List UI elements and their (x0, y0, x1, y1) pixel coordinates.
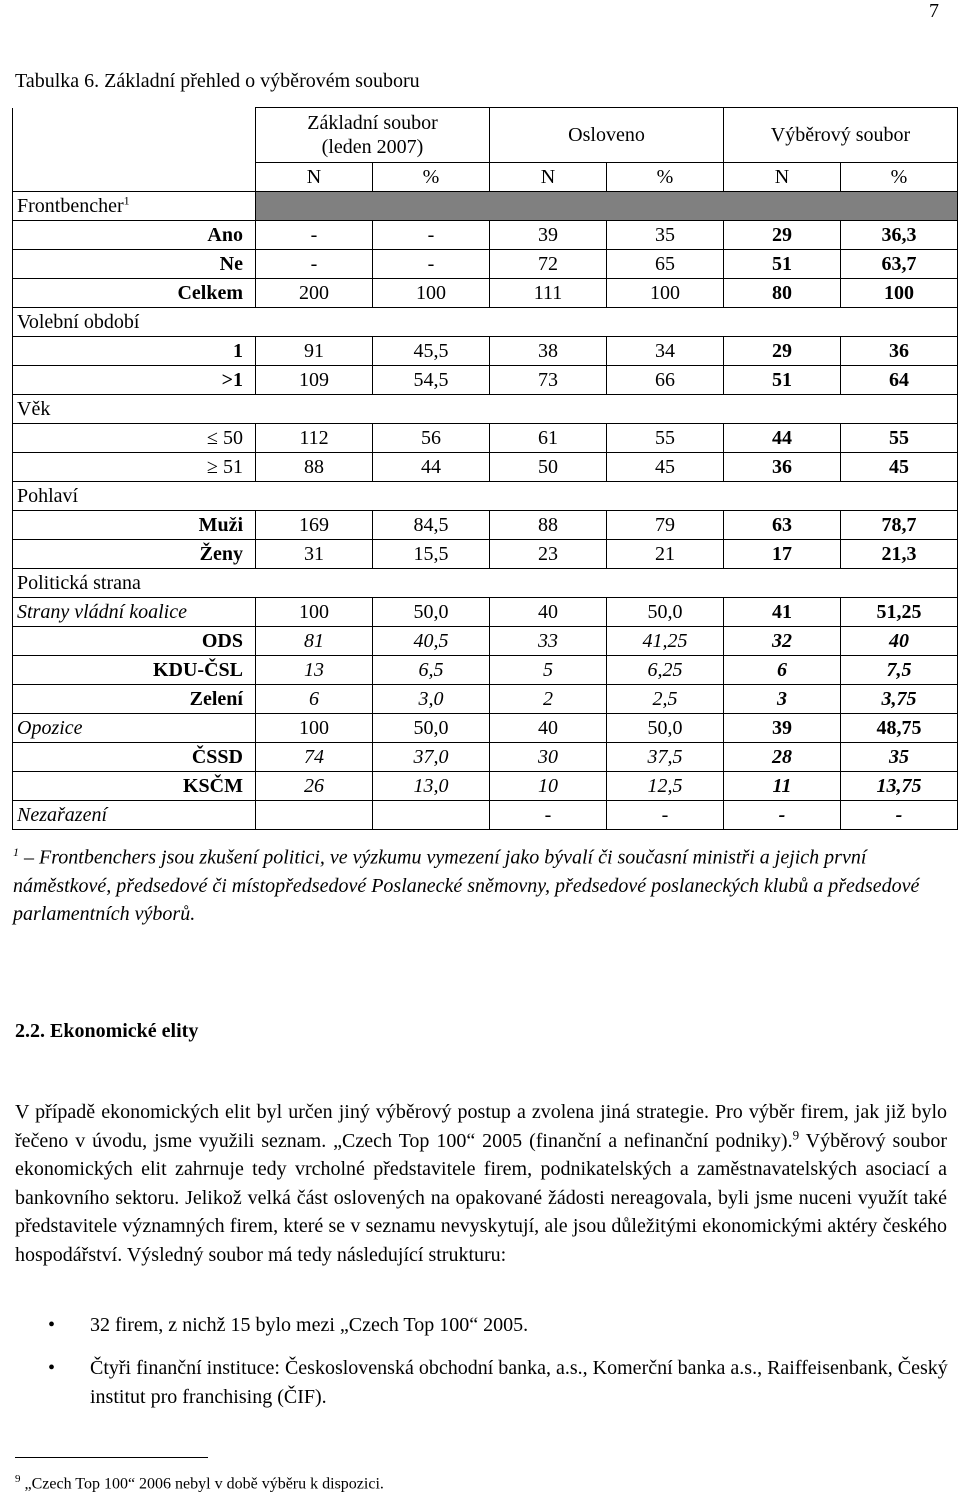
cell: 64 (841, 366, 958, 395)
cell: 34 (607, 337, 724, 366)
cell: 50,0 (607, 714, 724, 743)
cell: 15,5 (373, 540, 490, 569)
section-heading: 2.2. Ekonomické elity (15, 1020, 199, 1042)
header-pct: % (841, 163, 958, 192)
cell: 33 (490, 627, 607, 656)
cell: 48,75 (841, 714, 958, 743)
cell: 63 (724, 511, 841, 540)
table-row (13, 685, 958, 714)
table-row (13, 772, 958, 801)
row-nezarazeni (13, 801, 958, 830)
cell: 30 (490, 743, 607, 772)
row-label: KDU-ČSL (13, 656, 256, 685)
footnote-marker: 9 (15, 1473, 21, 1485)
section-row-vek (13, 395, 958, 424)
cell: 7,5 (841, 656, 958, 685)
cell: 2,5 (607, 685, 724, 714)
cell: 56 (373, 424, 490, 453)
cell: 45 (607, 453, 724, 482)
header-vyberovy-soubor: Výběrový soubor (724, 108, 958, 163)
paragraph-text: V případě ekonomických elit byl určen jiný výběrový postup a zvolena jiná strategie. Pro výběr firem, jak již bylo řečeno v úvodu, jsme využili seznam. „Czech Top 100“ 2005 (finanční a nefinanční podniky). (15, 1101, 947, 1152)
cell: 37,5 (607, 743, 724, 772)
section-row-frontbencher (13, 192, 958, 221)
section-label: Věk (13, 395, 958, 424)
cell: 17 (724, 540, 841, 569)
cell: 169 (256, 511, 373, 540)
section-row-pohlavi (13, 482, 958, 511)
cell: 38 (490, 337, 607, 366)
bullet-icon: • (48, 1357, 56, 1379)
footnote-text: „Czech Top 100“ 2006 nebyl v době výběru k dispozici. (20, 1475, 384, 1493)
header-empty-cell (13, 108, 256, 192)
row-label: Zelení (13, 685, 256, 714)
footnote-marker: 1 (13, 845, 19, 859)
row-label: Muži (13, 511, 256, 540)
table-row (13, 627, 958, 656)
cell: 13,75 (841, 772, 958, 801)
cell: 50,0 (607, 598, 724, 627)
section-label: Politická strana (13, 569, 958, 598)
cell: - (373, 250, 490, 279)
list-item (48, 1311, 948, 1341)
cell: - (373, 221, 490, 250)
cell: 21 (607, 540, 724, 569)
cell: 41,25 (607, 627, 724, 656)
cell: 5 (490, 656, 607, 685)
row-label: ≤ 50 (13, 424, 256, 453)
row-label: ≥ 51 (13, 453, 256, 482)
cell: 26 (256, 772, 373, 801)
cell: 45 (841, 453, 958, 482)
cell: 88 (256, 453, 373, 482)
cell: 100 (256, 714, 373, 743)
cell: 3,75 (841, 685, 958, 714)
cell: 6,25 (607, 656, 724, 685)
cell: 40 (490, 598, 607, 627)
paragraph-text: Výběrový soubor ekonomických elit zahrnuje tedy vrcholné představitele firem, podnikatelských a zaměstnavatelských asociací a bankovního sektoru. Jelikož velká část oslovených na opakované žádosti nereagovala, byli jsme nuceni využít také představitele významných firem, které se v seznamu nevyskytují, ale jsou důležitými ekonomickými aktéry českého hospodářství. Výsledný soubor má tedy následující strukturu: (15, 1129, 948, 1266)
cell: 111 (490, 279, 607, 308)
cell: 36 (724, 453, 841, 482)
cell: 28 (724, 743, 841, 772)
table-row (13, 279, 958, 308)
cell: - (490, 801, 607, 830)
cell: 91 (256, 337, 373, 366)
cell: 41 (724, 598, 841, 627)
page-footnote (15, 1473, 384, 1493)
row-label: Ano (13, 221, 256, 250)
row-label: ČSSD (13, 743, 256, 772)
cell: 50 (490, 453, 607, 482)
table-caption: Tabulka 6. Základní přehled o výběrovém souboru (15, 70, 420, 92)
cell (373, 801, 490, 830)
header-n: N (256, 163, 373, 192)
cell: 51 (724, 250, 841, 279)
cell (256, 801, 373, 830)
cell: 73 (490, 366, 607, 395)
cell: 31 (256, 540, 373, 569)
cell: 74 (256, 743, 373, 772)
cell: 100 (841, 279, 958, 308)
cell: 55 (607, 424, 724, 453)
header-zakladni-line2: (leden 2007) (321, 136, 424, 158)
body-paragraph (15, 1098, 947, 1269)
cell: 3,0 (373, 685, 490, 714)
list-item-text: 32 firem, z nichž 15 bylo mezi „Czech Top 100“ 2005. (90, 1314, 529, 1336)
cell: 45,5 (373, 337, 490, 366)
cell: 44 (724, 424, 841, 453)
table-row (13, 250, 958, 279)
footnote-divider (15, 1457, 208, 1458)
cell: 12,5 (607, 772, 724, 801)
table-header-groups (13, 108, 958, 163)
table-row (13, 366, 958, 395)
cell: 80 (724, 279, 841, 308)
cell: 72 (490, 250, 607, 279)
cell: 40 (841, 627, 958, 656)
cell: 40,5 (373, 627, 490, 656)
row-koalice (13, 598, 958, 627)
cell: 66 (607, 366, 724, 395)
cell: 36 (841, 337, 958, 366)
cell: 100 (373, 279, 490, 308)
cell: - (607, 801, 724, 830)
cell: 50,0 (373, 598, 490, 627)
cell: 2 (490, 685, 607, 714)
row-label: Nezařazení (13, 801, 256, 830)
cell: - (841, 801, 958, 830)
cell: 39 (490, 221, 607, 250)
cell: - (256, 250, 373, 279)
cell: 55 (841, 424, 958, 453)
page-number: 7 (929, 0, 939, 22)
row-label: ODS (13, 627, 256, 656)
cell: 81 (256, 627, 373, 656)
section-row-strana (13, 569, 958, 598)
table-row (13, 453, 958, 482)
row-label: >1 (13, 366, 256, 395)
list-item (48, 1354, 948, 1414)
row-label: Ne (13, 250, 256, 279)
section-row-volebni (13, 308, 958, 337)
cell: 44 (373, 453, 490, 482)
cell: 13 (256, 656, 373, 685)
table-row (13, 337, 958, 366)
header-zakladni-line1: Základní soubor (307, 112, 438, 134)
header-osloveno: Osloveno (490, 108, 724, 163)
cell: 100 (256, 598, 373, 627)
header-pct: % (373, 163, 490, 192)
table-row (13, 424, 958, 453)
row-label: Ženy (13, 540, 256, 569)
cell: 51 (724, 366, 841, 395)
cell: 112 (256, 424, 373, 453)
cell: 13,0 (373, 772, 490, 801)
cell: 84,5 (373, 511, 490, 540)
cell: 37,0 (373, 743, 490, 772)
row-label: Opozice (13, 714, 256, 743)
header-zakladni-soubor (256, 108, 490, 163)
footnote-text: – Frontbenchers jsou zkušení politici, ve výzkumu vymezení jako bývalí či současní ministři a jejich první náměstkové, předsedové či místopředsedové Poslanecké sněmovny, předsedové poslaneckých klubů a předsedové parlamentních výborů. (13, 846, 920, 925)
bullet-icon: • (48, 1314, 56, 1336)
cell: 200 (256, 279, 373, 308)
table-row (13, 221, 958, 250)
table-row (13, 511, 958, 540)
cell: 10 (490, 772, 607, 801)
cell: 6 (724, 656, 841, 685)
cell: 23 (490, 540, 607, 569)
section-label: Frontbencher$^1$ (13, 192, 256, 221)
header-pct: % (607, 163, 724, 192)
cell: 63,7 (841, 250, 958, 279)
cell: 32 (724, 627, 841, 656)
row-opozice (13, 714, 958, 743)
cell: 29 (724, 221, 841, 250)
cell: 100 (607, 279, 724, 308)
list-item-text: Čtyři finanční instituce: Československá obchodní banka, a.s., Komerční banka a.s., Raiffeisenbank, Český institut pro franchising (ČIF). (90, 1357, 948, 1408)
cell: 11 (724, 772, 841, 801)
row-label: KSČM (13, 772, 256, 801)
cell: 61 (490, 424, 607, 453)
header-n: N (724, 163, 841, 192)
cell: 51,25 (841, 598, 958, 627)
footnote-ref: 9 (792, 1126, 800, 1142)
table-row (13, 540, 958, 569)
cell: 29 (724, 337, 841, 366)
section-label: Pohlaví (13, 482, 958, 511)
cell: 3 (724, 685, 841, 714)
cell: 109 (256, 366, 373, 395)
cell: 79 (607, 511, 724, 540)
row-label: Celkem (13, 279, 256, 308)
cell: 6,5 (373, 656, 490, 685)
gray-filler (256, 192, 958, 221)
header-n: N (490, 163, 607, 192)
cell: 21,3 (841, 540, 958, 569)
cell: - (256, 221, 373, 250)
cell: 39 (724, 714, 841, 743)
cell: 88 (490, 511, 607, 540)
cell: - (724, 801, 841, 830)
section-label: Volební období (13, 308, 958, 337)
cell: 36,3 (841, 221, 958, 250)
sample-overview-table (12, 107, 958, 830)
row-label: Strany vládní koalice (13, 598, 256, 627)
cell: 65 (607, 250, 724, 279)
cell: 40 (490, 714, 607, 743)
cell: 35 (841, 743, 958, 772)
cell: 78,7 (841, 511, 958, 540)
cell: 50,0 (373, 714, 490, 743)
table-row (13, 743, 958, 772)
cell: 35 (607, 221, 724, 250)
table-row (13, 656, 958, 685)
cell: 54,5 (373, 366, 490, 395)
row-label: 1 (13, 337, 256, 366)
cell: 6 (256, 685, 373, 714)
table-footnote (13, 838, 948, 928)
